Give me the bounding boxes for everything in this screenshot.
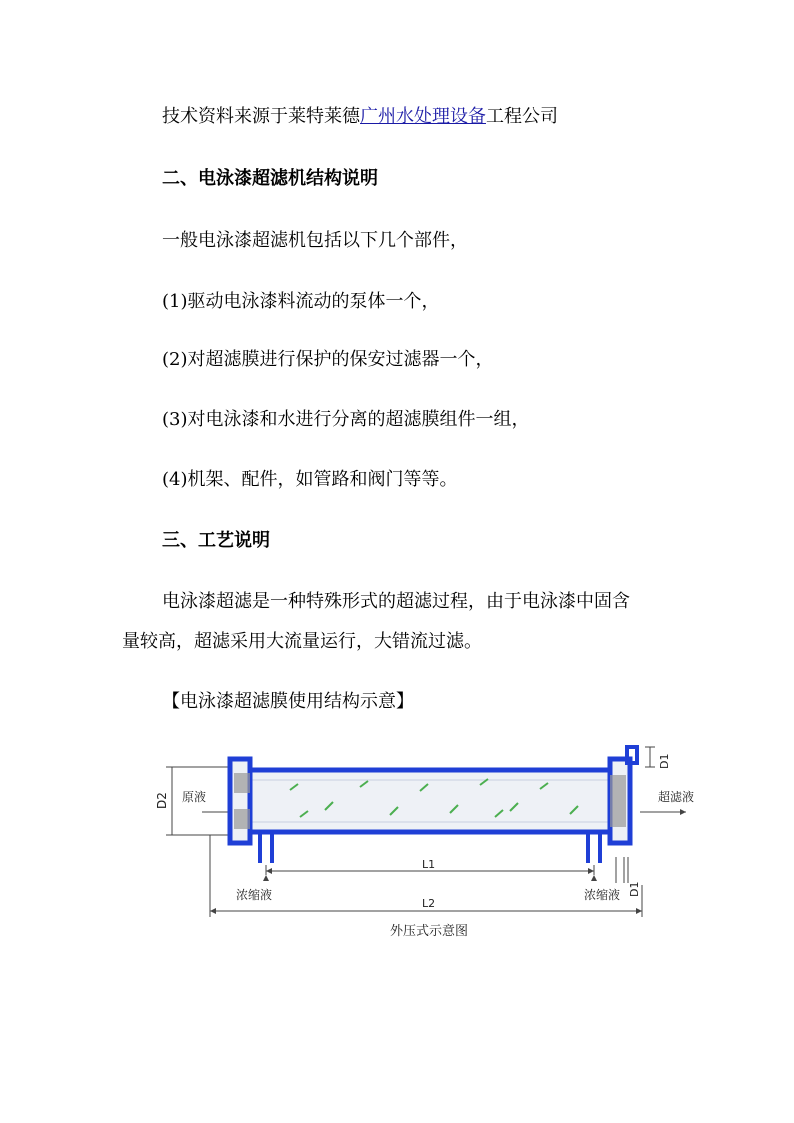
- left-end-cap: [230, 759, 250, 843]
- d1-top-label: D1: [658, 753, 671, 769]
- company-link[interactable]: 广州水处理设备: [360, 106, 486, 127]
- source-suffix: 工程公司: [486, 106, 558, 127]
- section2-intro: 一般电泳漆超滤机包括以下几个部件，: [162, 230, 468, 251]
- membrane-tube: [250, 770, 610, 832]
- l1-label: L1: [422, 858, 436, 871]
- d1-bottom-dimension: [616, 857, 628, 883]
- concentrate-left-label: 浓缩液: [236, 888, 273, 902]
- right-seal-block: [610, 775, 626, 827]
- feed-label: 原液: [182, 790, 207, 804]
- section3-heading: 三、工艺说明: [162, 530, 270, 551]
- concentrate-left-arrow-icon: [263, 875, 269, 881]
- source-note: [162, 105, 558, 129]
- left-bottom-nozzle: [260, 832, 272, 863]
- figure-caption: 外压式示意图: [390, 924, 469, 939]
- d1-bottom-label: D1: [628, 881, 641, 897]
- section2-heading: 二、电泳漆超滤机结构说明: [162, 168, 378, 189]
- right-bottom-nozzle: [588, 832, 600, 863]
- left-seal-block-bottom: [234, 809, 250, 829]
- list-item: (4)机架、配件，如管路和阀门等等。: [162, 469, 458, 490]
- l1-left-arrow-icon: [266, 868, 272, 874]
- l2-right-arrow-icon: [636, 908, 642, 914]
- left-seal-block-top: [234, 773, 250, 793]
- l2-label: L2: [422, 897, 436, 910]
- section3-paragraph-line2: 量较高，超滤采用大流量运行，大错流过滤。: [122, 631, 482, 652]
- d1-top-dimension: [645, 747, 655, 767]
- membrane-structure-diagram: [150, 735, 695, 950]
- source-prefix: 技术资料来源于莱特莱德: [162, 106, 360, 127]
- section3-paragraph-line1: 电泳漆超滤是一种特殊形式的超滤过程，由于电泳漆中固含: [162, 591, 630, 612]
- permeate-label: 超滤液: [658, 790, 695, 804]
- figure-caption-title: 【电泳漆超滤膜使用结构示意】: [162, 691, 414, 712]
- d2-label: D2: [155, 792, 169, 809]
- permeate-arrow-icon: [680, 809, 686, 815]
- l2-left-arrow-icon: [210, 908, 216, 914]
- list-item: (1)驱动电泳漆料流动的泵体一个，: [162, 291, 440, 312]
- l1-right-arrow-icon: [588, 868, 594, 874]
- list-item: (2)对超滤膜进行保护的保安过滤器一个，: [162, 349, 494, 370]
- concentrate-right-arrow-icon: [591, 875, 597, 881]
- list-item: (3)对电泳漆和水进行分离的超滤膜组件一组，: [162, 409, 530, 430]
- concentrate-right-label: 浓缩液: [584, 888, 621, 902]
